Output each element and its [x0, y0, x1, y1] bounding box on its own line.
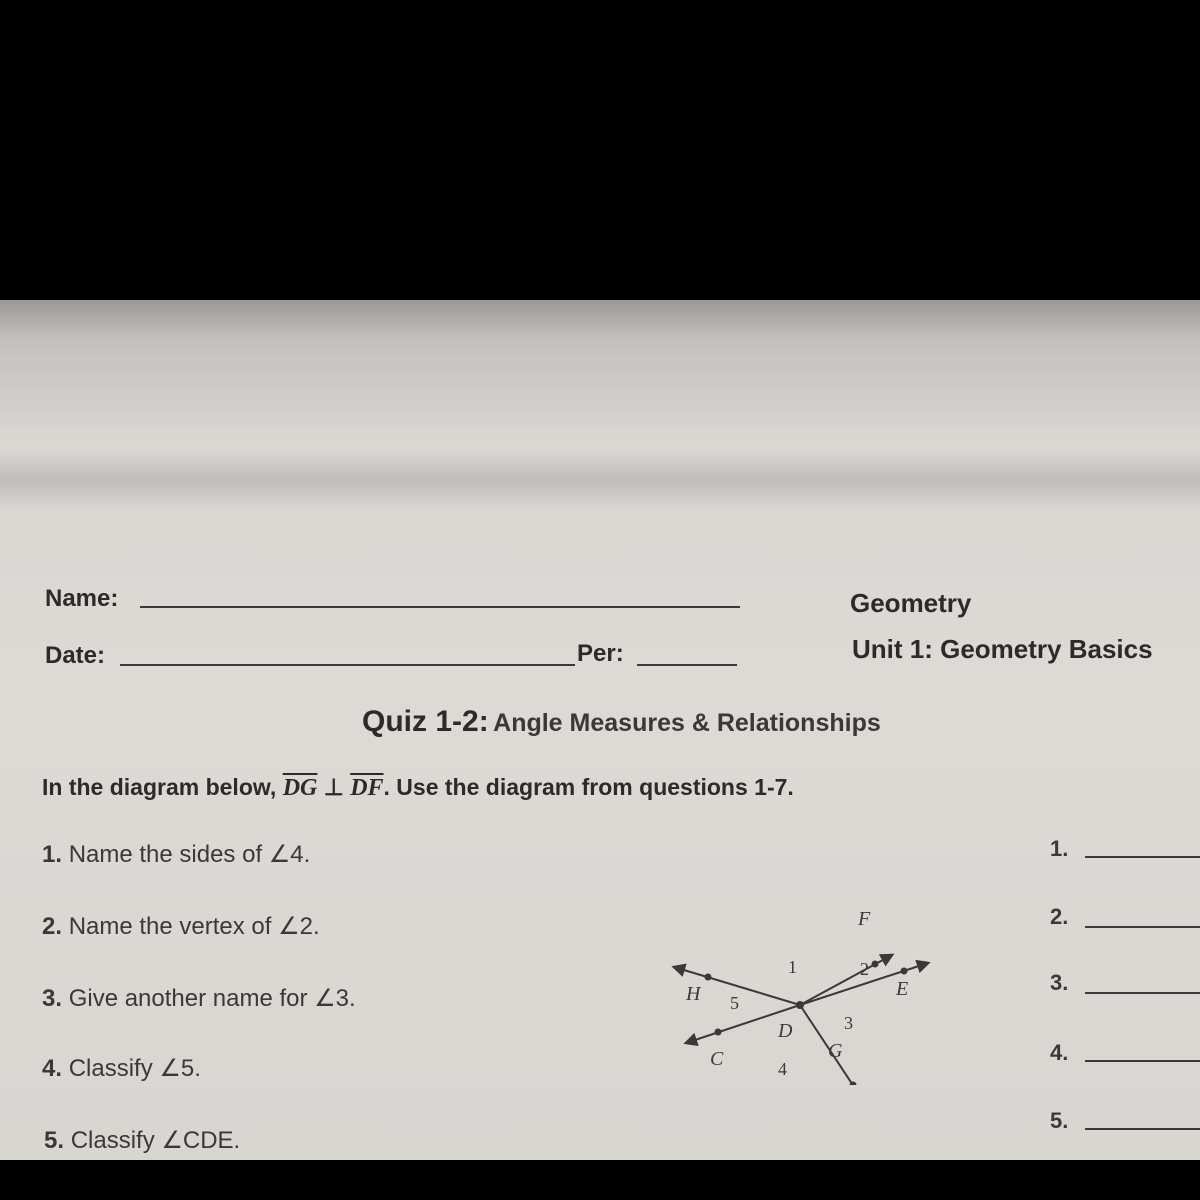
period-field[interactable]: [637, 664, 737, 666]
question-text: Name the vertex of ∠2.: [68, 913, 320, 940]
answer-label-2: 2.: [1050, 904, 1069, 929]
label-angle-1: 1: [788, 957, 797, 977]
label-angle-3: 3: [844, 1013, 853, 1033]
segment-df: $\overline{DF}$: [350, 775, 384, 801]
name-label: Name:: [45, 585, 119, 612]
answer-field-4[interactable]: [1085, 1060, 1200, 1062]
question-number: 2.: [42, 913, 63, 940]
label-d: D: [778, 1020, 793, 1042]
screen-bezel-top: [0, 0, 1200, 300]
answer-label-5: 5.: [1050, 1108, 1069, 1133]
question-2: [42, 912, 320, 941]
label-angle-5: 5: [730, 993, 739, 1013]
question-text: Classify ∠CDE.: [70, 1127, 241, 1154]
answer-field-5[interactable]: [1085, 1128, 1200, 1130]
unit-title: Unit 1: Geometry Basics: [852, 634, 1153, 664]
point-h-dot: [705, 974, 712, 981]
worksheet-page: [0, 300, 1200, 1160]
question-number: 5.: [44, 1127, 65, 1154]
quiz-subtitle: Angle Measures & Relationships: [493, 709, 881, 737]
question-1: [42, 840, 310, 869]
answer-field-3[interactable]: [1085, 992, 1200, 994]
date-field[interactable]: [120, 664, 575, 666]
screen-bezel-bottom: [0, 1160, 1200, 1200]
question-number: 4.: [42, 1055, 63, 1082]
label-c: C: [710, 1048, 724, 1070]
question-3: [42, 984, 356, 1013]
course-title: Geometry: [850, 588, 972, 618]
answer-label-4: 4.: [1050, 1040, 1069, 1065]
question-number: 1.: [42, 841, 63, 868]
label-angle-2: 2: [860, 959, 869, 979]
segment-dg: $\overline{DG}$: [282, 775, 318, 801]
label-g: G: [828, 1040, 843, 1062]
page-shadow-band: [0, 450, 1200, 510]
label-h: H: [686, 983, 701, 1005]
point-e-dot: [901, 968, 908, 975]
point-d: [796, 1001, 804, 1009]
point-f-dot: [872, 961, 879, 968]
question-text: Give another name for ∠3.: [68, 985, 356, 1012]
angle-diagram: [660, 855, 960, 1085]
name-field[interactable]: [140, 606, 740, 608]
date-label: Date:: [45, 642, 106, 669]
label-angle-4: 4: [778, 1059, 787, 1079]
question-text: Classify ∠5.: [68, 1055, 201, 1082]
answer-label-1: 1.: [1050, 836, 1069, 861]
point-c-dot: [715, 1029, 722, 1036]
label-f: F: [858, 908, 871, 930]
period-label: Per:: [577, 640, 624, 667]
label-e: E: [896, 978, 909, 1000]
question-4: [42, 1054, 201, 1083]
answer-field-1[interactable]: [1085, 856, 1200, 858]
quiz-title: [362, 705, 881, 739]
question-number: 3.: [42, 985, 63, 1012]
instructions-suffix: . Use the diagram from questions 1-7.: [383, 774, 794, 800]
question-5: [44, 1126, 240, 1155]
perpendicular-symbol: ⊥: [323, 774, 344, 800]
instructions-prefix: In the diagram below,: [42, 774, 277, 800]
question-text: Name the sides of ∠4.: [68, 841, 311, 868]
quiz-number: Quiz 1-2:: [362, 705, 489, 738]
answer-field-2[interactable]: [1085, 926, 1200, 928]
instructions: [42, 774, 794, 802]
answer-label-3: 3.: [1050, 970, 1069, 995]
